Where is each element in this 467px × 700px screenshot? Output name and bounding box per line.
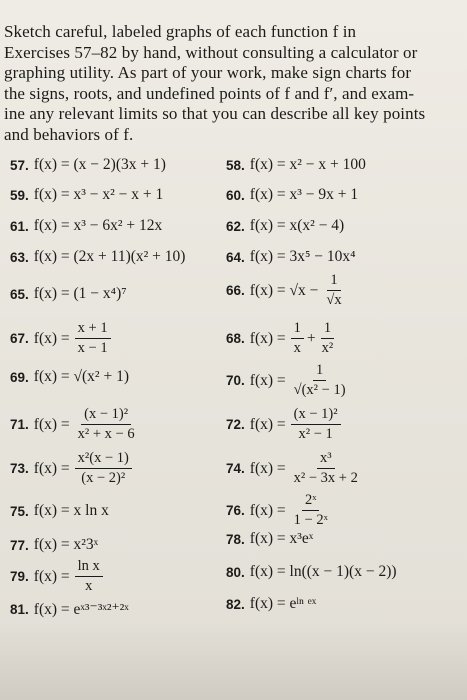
instructions-line: graphing utility. As part of your work, make sign charts for <box>4 63 412 82</box>
exercise-formula: f(x) = 3x⁵ − 10x⁴ <box>249 248 356 265</box>
exercise-61 <box>10 217 162 235</box>
exercise-number: 80. <box>226 564 245 580</box>
exercise-74 <box>226 450 364 487</box>
instructions-line: the signs, roots, and undefined points of f and f′, and exam- <box>4 83 415 103</box>
denominator: x² − 3x + 2 <box>293 470 358 486</box>
exercise-number: 64. <box>226 249 245 265</box>
fraction <box>291 406 341 443</box>
exercise-number: 57. <box>10 157 29 173</box>
exercise-number: 65. <box>10 286 29 302</box>
exercise-number: 82. <box>226 596 245 612</box>
denominator: √x <box>326 292 342 308</box>
exercise-formula: f(x) = <box>249 371 286 389</box>
exercise-formula: f(x) = (2x + 11)(x² + 10) <box>33 248 186 265</box>
exercise-formula: f(x) = √x − <box>249 281 319 299</box>
exercise-67 <box>10 320 114 357</box>
exercise-69 <box>10 368 129 386</box>
numerator: (x − 1)² <box>81 406 131 425</box>
exercise-number: 69. <box>10 369 29 385</box>
exercise-number: 60. <box>226 187 245 203</box>
exercise-number: 77. <box>10 537 29 553</box>
exercise-formula: f(x) = x²3ˣ <box>33 536 99 553</box>
exercise-number: 74. <box>226 461 245 476</box>
instructions-line: and behaviors of f. <box>4 124 134 144</box>
exercise-number: 66. <box>226 283 245 298</box>
fraction <box>319 320 337 357</box>
fraction <box>291 492 331 529</box>
exercise-79 <box>10 558 106 595</box>
numerator: 1 <box>313 362 326 381</box>
exercise-formula: f(x) = x³eˣ <box>249 530 314 547</box>
exercise-64 <box>226 248 356 266</box>
exercise-formula: f(x) = ln((x − 1)(x − 2)) <box>249 563 397 580</box>
exercise-formula: f(x) = (1 − x⁴)⁷ <box>33 285 127 302</box>
instructions-line: ine any relevant limits so that you can describe all key points <box>4 104 426 123</box>
exercise-number: 75. <box>10 503 29 519</box>
instructions-paragraph <box>4 22 460 145</box>
denominator: x² − 1 <box>298 426 333 442</box>
exercise-number: 81. <box>10 602 29 617</box>
numerator: 1 <box>327 272 340 291</box>
exercise-60 <box>226 186 358 204</box>
fraction <box>75 406 138 443</box>
exercise-62 <box>226 217 344 235</box>
exercise-72 <box>226 406 344 443</box>
numerator: x³ <box>317 450 335 469</box>
exercise-number: 76. <box>226 503 245 518</box>
exercise-formula: f(x) = <box>33 567 70 585</box>
exercise-formula: f(x) = <box>33 459 70 477</box>
numerator: (x − 1)² <box>291 406 341 425</box>
exercise-65 <box>10 285 127 303</box>
exercise-70 <box>226 362 352 399</box>
exercise-76 <box>226 492 334 529</box>
exercise-formula: f(x) = <box>33 329 70 347</box>
exercise-formula: f(x) = x² − x + 100 <box>249 156 366 173</box>
exercise-number: 71. <box>10 417 29 432</box>
exercise-number: 59. <box>10 187 29 203</box>
exercise-number: 58. <box>226 157 245 173</box>
exercise-82 <box>226 595 316 613</box>
exercise-58 <box>226 156 366 174</box>
numerator: ln x <box>75 558 103 577</box>
exercise-formula: f(x) = (x − 2)(3x + 1) <box>33 156 166 173</box>
exercise-formula: f(x) = x³ − 6x² + 12x <box>33 217 163 234</box>
exercise-formula: f(x) = √(x² + 1) <box>33 368 129 385</box>
exercise-formula: f(x) = x³ − x² − x + 1 <box>33 186 164 203</box>
exercise-number: 70. <box>226 373 245 388</box>
fraction <box>323 272 344 309</box>
fraction <box>75 320 111 357</box>
exercise-63 <box>10 248 185 266</box>
denominator: x − 1 <box>77 340 108 356</box>
denominator: x <box>85 578 93 594</box>
exercise-number: 61. <box>10 218 29 234</box>
exercise-formula: f(x) = <box>249 415 286 433</box>
numerator: 1 <box>321 320 334 339</box>
exercise-formula: f(x) = x(x² − 4) <box>249 217 345 234</box>
exercise-75 <box>10 502 109 520</box>
exercise-formula: f(x) = x ln x <box>33 502 109 519</box>
denominator: x² + x − 6 <box>77 426 135 442</box>
exercise-formula: f(x) = <box>249 329 286 347</box>
fraction <box>291 320 304 357</box>
denominator: (x − 2)² <box>81 470 126 486</box>
exercise-81 <box>10 600 129 619</box>
exercise-number: 63. <box>10 249 29 265</box>
exercise-number: 67. <box>10 331 29 346</box>
denominator: x <box>293 340 301 356</box>
exercise-66 <box>226 272 348 309</box>
exercise-57 <box>10 156 166 174</box>
numerator: 2ˣ <box>302 492 319 511</box>
denominator: x² <box>321 340 334 356</box>
numerator: x + 1 <box>75 320 111 339</box>
exercise-number: 73. <box>10 461 29 476</box>
numerator: x²(x − 1) <box>75 450 132 469</box>
exercise-formula: f(x) = x³ − 9x + 1 <box>249 186 359 203</box>
exercise-73 <box>10 450 135 487</box>
exercise-formula: f(x) = eˡⁿ ᵉˣ <box>249 595 317 612</box>
exercise-78 <box>226 530 313 548</box>
exercise-77 <box>10 536 98 554</box>
denominator: 1 − 2ˣ <box>293 512 328 528</box>
exercise-formula: f(x) = <box>249 459 286 477</box>
fraction <box>291 362 349 399</box>
exercise-80 <box>226 563 397 581</box>
instructions-line: Exercises 57–82 by hand, without consulting a calculator or <box>4 42 418 62</box>
plus-sign: + <box>306 329 316 347</box>
denominator: √(x² − 1) <box>293 382 346 398</box>
numerator: 1 <box>291 320 304 339</box>
exercise-59 <box>10 186 163 204</box>
exercise-formula: f(x) = <box>33 415 70 433</box>
exercise-number: 62. <box>226 218 245 234</box>
exercise-number: 68. <box>226 331 245 346</box>
exercise-number: 79. <box>10 569 29 584</box>
instructions-line: Sketch careful, labeled graphs of each function f in <box>4 22 357 41</box>
fraction <box>75 450 132 487</box>
exercise-number: 78. <box>226 531 245 547</box>
exercise-number: 72. <box>226 417 245 432</box>
fraction <box>291 450 361 487</box>
exercise-68 <box>226 320 339 357</box>
fraction <box>75 558 103 595</box>
exercise-71 <box>10 406 141 443</box>
exercise-formula: f(x) = eˣ³⁻³ˣ²⁺²ˣ <box>33 601 129 618</box>
exercise-formula: f(x) = <box>249 501 286 519</box>
page-shadow <box>0 620 467 700</box>
